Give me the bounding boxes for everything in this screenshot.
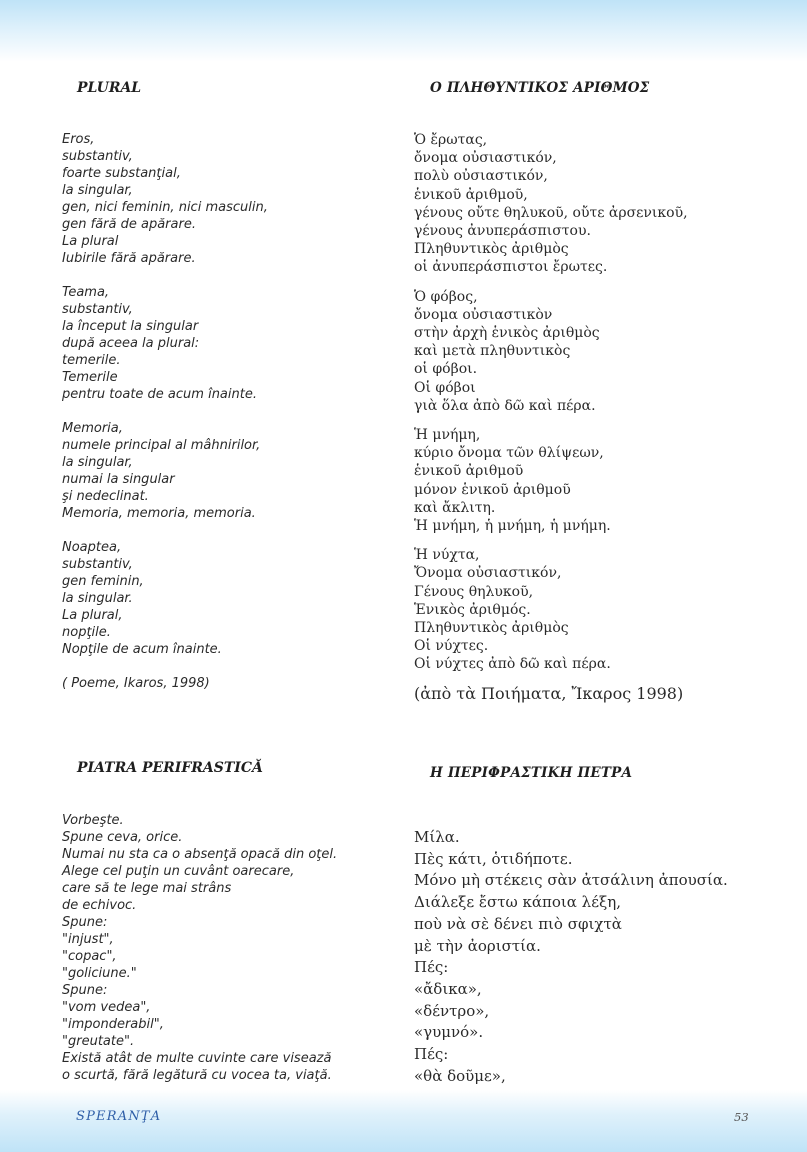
poem-line: Spune: xyxy=(62,983,108,998)
poem-citation: (ἀπὸ τὰ Ποιήματα, Ἴκαρος 1998) xyxy=(414,683,684,703)
page-number: 53 xyxy=(734,1110,749,1124)
poem-line: şi nedeclinat. xyxy=(62,489,149,504)
poem-line: la început la singular xyxy=(62,319,199,334)
poem-line: Ἑνικὸς ἀριθμός. xyxy=(414,601,531,618)
heading-piatra-ro: PIATRA PERIFRASTICĂ xyxy=(77,760,263,776)
poem-line: Πές: xyxy=(414,1045,449,1064)
poem-line: μόνον ἑνικοῦ ἀριθμοῦ xyxy=(414,481,571,498)
poem-line: Πληθυντικὸς ἀριθμὸς xyxy=(414,241,569,258)
poem-line: «ἄδικα», xyxy=(414,979,482,998)
poem-line: la singular, xyxy=(62,183,133,198)
poem-line: "greutate". xyxy=(62,1034,135,1049)
poem-line: Iubirile fără apărare. xyxy=(62,251,196,266)
poem-line: după aceea la plural: xyxy=(62,336,200,351)
poem-line: temerile. xyxy=(62,353,121,368)
poem-line: «θὰ δοῦμε», xyxy=(414,1066,506,1085)
poem-line: Numai nu sta ca o absenţă opacă din oţel. xyxy=(62,847,338,862)
poem-line: "goliciune." xyxy=(62,966,137,981)
poem-line: «γυμνό». xyxy=(414,1023,484,1042)
poem-line: οἱ φόβοι. xyxy=(414,361,478,378)
poem-piatra-ro xyxy=(62,812,337,1084)
stanza xyxy=(414,131,688,277)
poem-line: pentru toate de acum înainte. xyxy=(62,387,257,402)
poem-line: nopţile. xyxy=(62,625,111,640)
poem-line: Spune: xyxy=(62,915,108,930)
poem-line: Memoria, xyxy=(62,421,123,436)
heading-piatra-gr: Η ΠΕΡΙΦΡΑΣΤΙΚΗ ΠΕΤΡΑ xyxy=(430,765,633,781)
poem-line: Vorbeşte. xyxy=(62,813,124,828)
poem-line: La plural xyxy=(62,234,119,249)
poem-line: la singular, xyxy=(62,455,133,470)
stanza xyxy=(62,131,268,267)
poem-line: Temerile xyxy=(62,370,118,385)
poem-line: "vom vedea", xyxy=(62,1000,151,1015)
poem-line: μὲ τὴν ἀοριστία. xyxy=(414,936,541,955)
poem-line: o scurtă, fără legătură cu vocea ta, viaţă. xyxy=(62,1068,332,1083)
poem-line: Πληθυντικὸς ἀριθμὸς xyxy=(414,620,569,637)
poem-line: foarte substanţial, xyxy=(62,166,181,181)
poem-line: Ὁ φόβος, xyxy=(414,288,478,305)
poem-line: substantiv, xyxy=(62,149,133,164)
poem-line: "imponderabil", xyxy=(62,1017,164,1032)
poem-line: Μόνο μὴ στέκεις σὰν ἀτσάλινη ἀπουσία. xyxy=(414,871,728,890)
poem-line: gen feminin, xyxy=(62,574,144,589)
journal-name: SPERANŢA xyxy=(76,1109,162,1124)
poem-line: πολὺ οὐσιαστικόν, xyxy=(414,168,548,185)
poem-line: στὴν ἀρχὴ ἑνικὸς ἀριθμὸς xyxy=(414,325,600,342)
poem-line: κύριο ὄνομα τῶν θλίψεων, xyxy=(414,445,604,462)
poem-line: Alege cel puţin un cuvânt oarecare, xyxy=(62,864,295,879)
poem-piatra-gr xyxy=(414,827,728,1087)
poem-line: γένους οὔτε θηλυκοῦ, οὔτε ἀρσενικοῦ, xyxy=(414,204,688,221)
top-gradient-band xyxy=(0,0,807,62)
poem-line: la singular. xyxy=(62,591,133,606)
stanza xyxy=(62,420,268,522)
poem-line: Nopţile de acum înainte. xyxy=(62,642,222,657)
poem-line: "injust", xyxy=(62,932,114,947)
stanza xyxy=(414,288,688,415)
poem-line: ποὺ νὰ σὲ δένει πιὸ σφιχτὰ xyxy=(414,914,622,933)
poem-line: Οἱ νύχτες. xyxy=(414,638,489,655)
poem-line: Οἱ φόβοι xyxy=(414,379,476,396)
poem-line: Γένους θηλυκοῦ, xyxy=(414,583,534,600)
poem-line: numele principal al mâhnirilor, xyxy=(62,438,261,453)
poem-line: "copac", xyxy=(62,949,117,964)
poem-line: Μίλα. xyxy=(414,828,460,846)
poem-line: ὄνομα οὐσιαστικὸν xyxy=(414,306,553,323)
poem-line: Πές: xyxy=(414,958,449,977)
poem-line: Οἱ νύχτες ἀπὸ δῶ καὶ πέρα. xyxy=(414,656,611,673)
poem-plural-ro xyxy=(62,131,268,692)
poem-line: ὄνομα οὐσιαστικόν, xyxy=(414,150,557,167)
poem-line: Spune ceva, orice. xyxy=(62,830,183,845)
heading-plural-ro: PLURAL xyxy=(77,80,142,96)
poem-line: gen fără de apărare. xyxy=(62,217,196,232)
poem-line: La plural, xyxy=(62,608,123,623)
poem-line: substantiv, xyxy=(62,302,133,317)
poem-line: Memoria, memoria, memoria. xyxy=(62,506,256,521)
poem-line: ἑνικοῦ ἀριθμοῦ xyxy=(414,463,524,480)
poem-line: Πὲς κάτι, ὁτιδήποτε. xyxy=(414,849,573,868)
poem-line: «δέντρο», xyxy=(414,1001,490,1020)
poem-line: Teama, xyxy=(62,285,110,300)
poem-line: οἱ ἀνυπεράσπιστοι ἔρωτες. xyxy=(414,259,608,276)
poem-line: Eros, xyxy=(62,132,95,147)
stanza xyxy=(414,546,688,673)
poem-line: ἑνικοῦ ἀριθμοῦ, xyxy=(414,186,528,203)
poem-line: Ἡ μνήμη, ἡ μνήμη, ἡ μνήμη. xyxy=(414,518,611,535)
poem-line: de echivoc. xyxy=(62,898,137,913)
poem-plural-gr xyxy=(414,131,688,704)
stanza xyxy=(62,539,268,658)
stanza xyxy=(414,426,688,535)
poem-line: Ἡ νύχτα, xyxy=(414,547,480,564)
poem-citation: ( Poeme, Ikaros, 1998) xyxy=(62,676,210,691)
poem-line: καὶ μετὰ πληθυντικὸς xyxy=(414,343,571,360)
poem-line: Noaptea, xyxy=(62,540,122,555)
poem-line: Ἡ μνήμη, xyxy=(414,427,481,444)
poem-line: care să te lege mai strâns xyxy=(62,881,232,896)
heading-plural-gr: Ο ΠΛΗΘΥΝΤΙΚΟΣ ΑΡΙΘΜΟΣ xyxy=(430,80,650,96)
poem-line: γιὰ ὅλα ἀπὸ δῶ καὶ πέρα. xyxy=(414,397,596,414)
poem-line: Διάλεξε ἔστω κάποια λέξη, xyxy=(414,893,621,912)
poem-line: numai la singular xyxy=(62,472,175,487)
poem-line: substantiv, xyxy=(62,557,133,572)
poem-line: γένους ἀνυπεράσπιστου. xyxy=(414,223,591,240)
poem-line: καὶ ἄκλιτη. xyxy=(414,499,496,516)
poem-line: Ὄνομα οὐσιαστικόν, xyxy=(414,565,562,582)
stanza xyxy=(62,284,268,403)
poem-line: gen, nici feminin, nici masculin, xyxy=(62,200,268,215)
poem-line: Există atât de multe cuvinte care visează xyxy=(62,1051,332,1066)
poem-line: Ὁ ἔρωτας, xyxy=(414,132,488,148)
